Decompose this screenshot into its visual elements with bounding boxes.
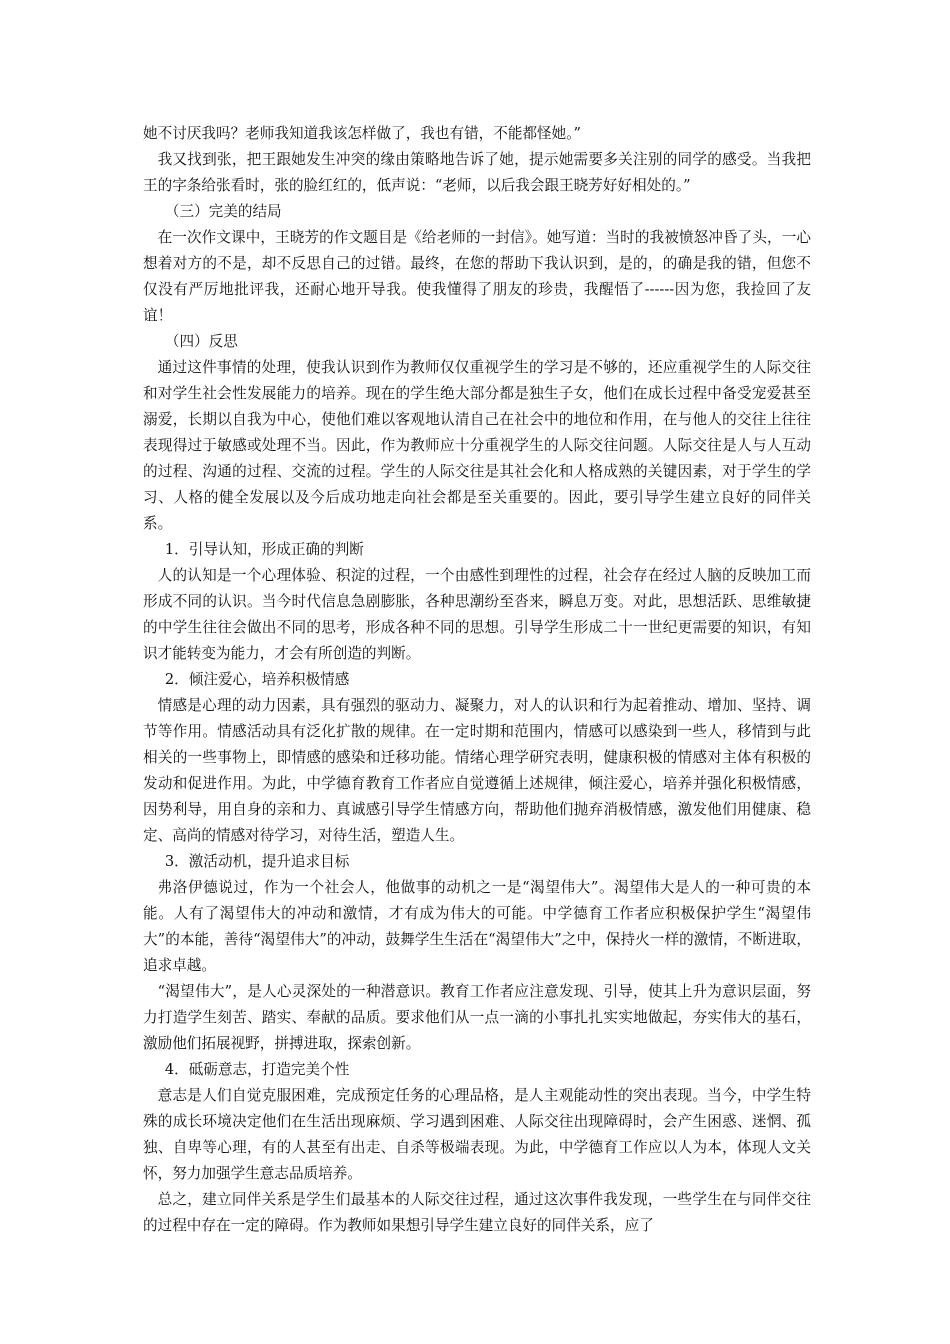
subsection-heading: 3．激活动机，提升追求目标 bbox=[164, 853, 350, 870]
paragraph: 意志是人们自觉克服困难，完成预定任务的心理品格，是人主观能动性的突出表现。当今，中学生特殊的成长环境决定他们在生活出现麻烦、学习遇到困难、人际交往出现障碍时，会产生困惑、迷惘、孤独、自卑等心理，有的人甚至有出走、自杀等极端表现。为此，中学德育工作应以人为本，体现人文关怀，努力加强学生意志品质培养。 bbox=[143, 1087, 811, 1182]
subsection-heading: 1．引导认知，形成正确的判断 bbox=[164, 541, 364, 558]
paragraph: 我又找到张，把王跟她发生冲突的缘由策略地告诉了她，提示她需要多关注别的同学的感受。当我把王的字条给张看时，张的脸红红的，低声说：“老师，以后我会跟王晓芳好好相处的。” bbox=[143, 151, 811, 194]
paragraph: 情感是心理的动力因素，具有强烈的驱动力、凝聚力，对人的认识和行为起着推动、增加、坚持、调节等作用。情感活动具有泛化扩散的规律。在一定时期和范围内，情感可以感染到一些人，移情到与此相关的一些事物上，即情感的感染和迁移功能。情绪心理学研究表明，健康积极的情感对主体有积极的发动和促进作用。为此，中学德育教育工作者应自觉遵循上述规律，倾注爱心，培养并强化积极情感，因势利导，用自身的亲和力、真诚感引导学生情感方向，帮助他们抛弃消极情感，激发他们用健康、稳定、高尚的情感对待学习，对待生活，塑造人生。 bbox=[143, 697, 811, 844]
section-heading: （四）反思 bbox=[164, 333, 238, 350]
paragraph: 弗洛伊德说过，作为一个社会人，他做事的动机之一是“渴望伟大”。渴望伟大是人的一种可贵的本能。人有了渴望伟大的冲动和激情，才有成为伟大的可能。中学德育工作者应积极保护学生“渴望伟大”的本能，善待“渴望伟大”的冲动，鼓舞学生生活在“渴望伟大”之中，保持火一样的激情，不断进取，追求卓越。 bbox=[143, 879, 811, 974]
subsection-heading: 4．砥砺意志，打造完美个性 bbox=[164, 1061, 350, 1078]
paragraph: 人的认知是一个心理体验、积淀的过程，一个由感性到理性的过程，社会存在经过人脑的反映加工而形成不同的认识。当今时代信息急剧膨胀，各种思潮纷至沓来，瞬息万变。对此，思想活跃、思维敏捷的中学生往往会做出不同的思考，形成各种不同的思想。引导学生形成二十一世纪更需要的知识，有知识才能转变为能力，才会有所创造的判断。 bbox=[143, 567, 811, 662]
paragraph-continuation: 她不讨厌我吗？老师我知道我该怎样做了，我也有错，不能都怪她。” bbox=[143, 125, 581, 142]
subsection-heading: 2．倾注爱心，培养积极情感 bbox=[164, 671, 350, 688]
paragraph: “渴望伟大”，是人心灵深处的一种潜意识。教育工作者应注意发现、引导，使其上升为意识层面，努力打造学生刻苦、踏实、奉献的品质。要求他们从一点一滴的小事扎扎实实地做起，夯实伟大的基石，激励他们拓展视野，拼搏进取，探索创新。 bbox=[143, 983, 811, 1052]
paragraph: 总之，建立同伴关系是学生们最基本的人际交往过程，通过这次事件我发现，一些学生在与同伴交往的过程中存在一定的障碍。作为教师如果想引导学生建立良好的同伴关系，应了 bbox=[143, 1191, 811, 1234]
document-page bbox=[143, 121, 811, 1239]
paragraph: 在一次作文课中，王晓芳的作文题目是《给老师的一封信》。她写道：当时的我被愤怒冲昏了头，一心想着对方的不是，却不反思自己的过错。最终，在您的帮助下我认识到，是的，的确是我的错，但您不仅没有严厉地批评我，还耐心地开导我。使我懂得了朋友的珍贵，我醒悟了------因为您，我捡回了友谊！ bbox=[143, 229, 811, 324]
section-heading: （三）完美的结局 bbox=[164, 203, 282, 220]
paragraph: 通过这件事情的处理，使我认识到作为教师仅仅重视学生的学习是不够的，还应重视学生的人际交往和对学生社会性发展能力的培养。现在的学生绝大部分都是独生子女，他们在成长过程中备受宠爱甚至溺爱，长期以自我为中心，使他们难以客观地认清自己在社会中的地位和作用，在与他人的交往上往往表现得过于敏感或处理不当。因此，作为教师应十分重视学生的人际交往问题。人际交往是人与人互动的过程、沟通的过程、交流的过程。学生的人际交往是其社会化和人格成熟的关键因素，对于学生的学习、人格的健全发展以及今后成功地走向社会都是至关重要的。因此，要引导学生建立良好的同伴关系。 bbox=[143, 359, 811, 532]
